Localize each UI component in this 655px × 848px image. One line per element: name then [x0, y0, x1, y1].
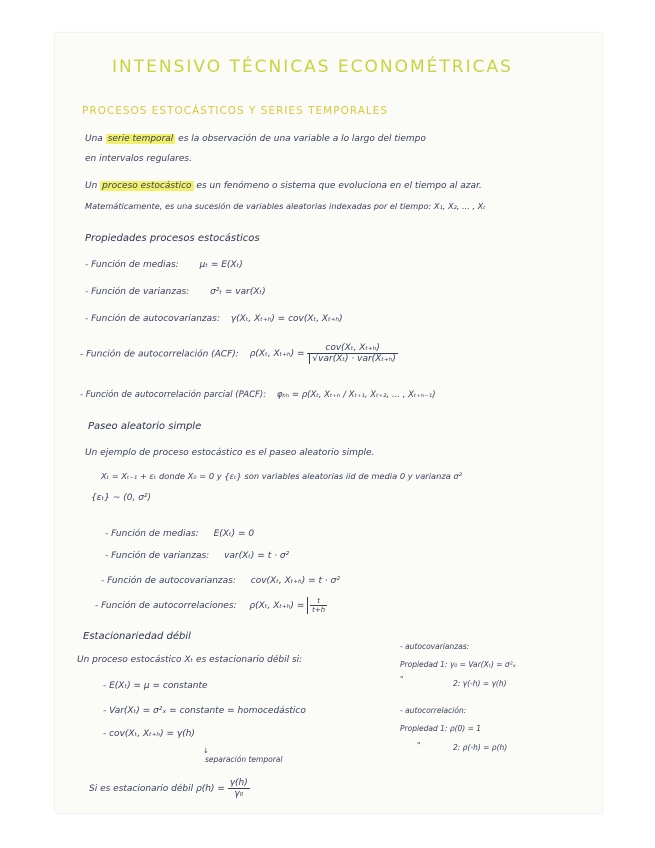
highlight-serie-temporal: serie temporal	[107, 134, 174, 144]
intro-text: es la observación de una variable a lo largo del tiempo	[178, 134, 426, 144]
intro-text: Una	[85, 134, 103, 144]
prop-pacf	[80, 390, 436, 400]
acf-den-text: var(Xₜ) · var(Xₜ₊ₕ)	[318, 354, 396, 364]
side-autocor-2: 2: ρ(-h) = ρ(h)	[453, 743, 508, 752]
paseo-formula: E(Xₜ) = 0	[213, 529, 255, 539]
ditto-mark: "	[417, 741, 421, 750]
prop-label: - Función de varianzas:	[85, 287, 190, 297]
paseo-heading: Paseo aleatorio simple	[88, 421, 202, 432]
intro-line-2: en intervalos regulares.	[85, 154, 192, 164]
paseo-label: - Función de autocovarianzas:	[101, 576, 236, 586]
estac-last	[89, 778, 250, 799]
estac-item-2: - Var(Xₜ) = σ²ₓ = constante = homocedástico	[103, 706, 306, 716]
paseo-formula: cov(Xₜ, Xₜ₊ₕ) = t · σ²	[250, 576, 340, 586]
paseo-line-1: Un ejemplo de proceso estocástico es el paseo aleatorio simple.	[85, 448, 375, 458]
estac-formula: Si es estacionario débil ρ(h) =	[89, 784, 225, 794]
paseo-medias	[105, 529, 254, 539]
prop-label: - Función de autocovarianzas:	[85, 314, 220, 324]
paseo-label: - Función de medias:	[105, 529, 199, 539]
acf-numerator: cov(Xₜ, Xₜ₊ₕ)	[307, 343, 397, 354]
estac-line-1: Un proceso estocástico Xₜ es estacionario débil si:	[77, 655, 303, 665]
prop-medias	[85, 260, 243, 270]
prop-autocovarianzas	[85, 314, 343, 324]
paseo-label: - Función de autocorrelaciones:	[95, 601, 237, 611]
paseo-autocovarianzas	[101, 576, 340, 586]
prop-formula: γ(Xₜ, Xₜ₊ₕ) = cov(Xₜ, Xₜ₊ₕ)	[230, 314, 343, 324]
side-autocor-heading: - autocorrelación:	[400, 706, 467, 715]
notebook-page	[55, 33, 602, 813]
paseo-line-2: Xₜ = Xₜ₋₁ + εₜ donde X₀ = 0 y {εₜ} son variables aleatorias iid de media 0 y varianza σ²	[101, 471, 462, 481]
prop-acf	[80, 343, 398, 365]
prop-formula: σ²ₜ = var(Xₜ)	[210, 287, 266, 297]
section-subtitle: PROCESOS ESTOCÁSTICOS Y SERIES TEMPORALES	[82, 105, 389, 117]
paseo-label: - Función de varianzas:	[105, 551, 210, 561]
intro-line-3	[85, 181, 482, 191]
paseo-line-3: {εₜ} ~ (0, σ²)	[91, 493, 152, 503]
estac-item-1: - E(Xₜ) = μ = constante	[103, 681, 208, 691]
paseo-formula: var(Xₜ) = t · σ²	[224, 551, 290, 561]
intro-line-4: Matemáticamente, es una sucesión de variables aleatorias indexadas por el tiempo: X₁, X₂, ... , Xₜ	[85, 201, 486, 211]
highlight-proceso-estocastico: proceso estocástico	[102, 181, 192, 191]
sqrt-symbol: √var(Xₜ) · var(Xₜ₊ₕ)	[309, 354, 395, 364]
ditto-mark: "	[400, 675, 404, 684]
estac-item-3: - cov(Xₜ, Xₜ₊ₕ) = γ(h)	[103, 729, 195, 739]
prop-varianzas	[85, 287, 266, 297]
acf-fraction	[307, 343, 397, 365]
prop-label: - Función de autocorrelación (ACF):	[80, 349, 239, 360]
paseo-numerator: t	[310, 597, 327, 606]
paseo-denominator: t+h	[312, 606, 326, 614]
prop-formula: φₕₕ = ρ(Xₜ, Xₜ₊ₕ / Xₜ₊₁, Xₜ₊₂, ... , Xₜ₊ₕ₋₁)	[276, 390, 436, 400]
estac-denominator: γ₀	[234, 789, 244, 799]
arrow-glyph: ↓	[203, 747, 209, 755]
prop-label: - Función de medias:	[85, 260, 179, 270]
prop-formula: ρ(Xₜ, Xₜ₊ₕ) =	[249, 349, 305, 360]
estac-numerator: γ(h)	[229, 778, 248, 788]
paseo-formula: ρ(Xₜ, Xₜ₊ₕ) =	[249, 601, 305, 611]
page-title: INTENSIVO TÉCNICAS ECONOMÉTRICAS	[112, 57, 513, 77]
sqrt-symbol	[307, 597, 327, 614]
propiedades-heading: Propiedades procesos estocásticos	[85, 233, 260, 244]
side-autocov-heading: - autocovarianzas:	[400, 642, 470, 651]
prop-formula: μₜ = E(Xₜ)	[199, 260, 243, 270]
side-autocor-1: Propiedad 1: ρ(0) = 1	[400, 724, 482, 733]
side-autocov-2: 2: γ(-h) = γ(h)	[453, 679, 507, 688]
paseo-fraction	[310, 597, 327, 614]
separacion-note: separación temporal	[205, 755, 283, 764]
estac-fraction	[228, 778, 250, 799]
intro-text: es un fenómeno o sistema que evoluciona en el tiempo al azar.	[196, 181, 482, 191]
intro-line-1	[85, 134, 426, 144]
acf-denominator	[307, 354, 397, 365]
intro-text: Un	[85, 181, 98, 191]
estacionariedad-heading: Estacionariedad débil	[83, 631, 191, 642]
paseo-varianzas	[105, 551, 289, 561]
paseo-autocorrelaciones	[95, 597, 327, 614]
side-autocov-1: Propiedad 1: γ₀ = Var(Xₜ) = σ²ₓ	[400, 660, 517, 669]
prop-label: - Función de autocorrelación parcial (PACF):	[80, 390, 267, 400]
